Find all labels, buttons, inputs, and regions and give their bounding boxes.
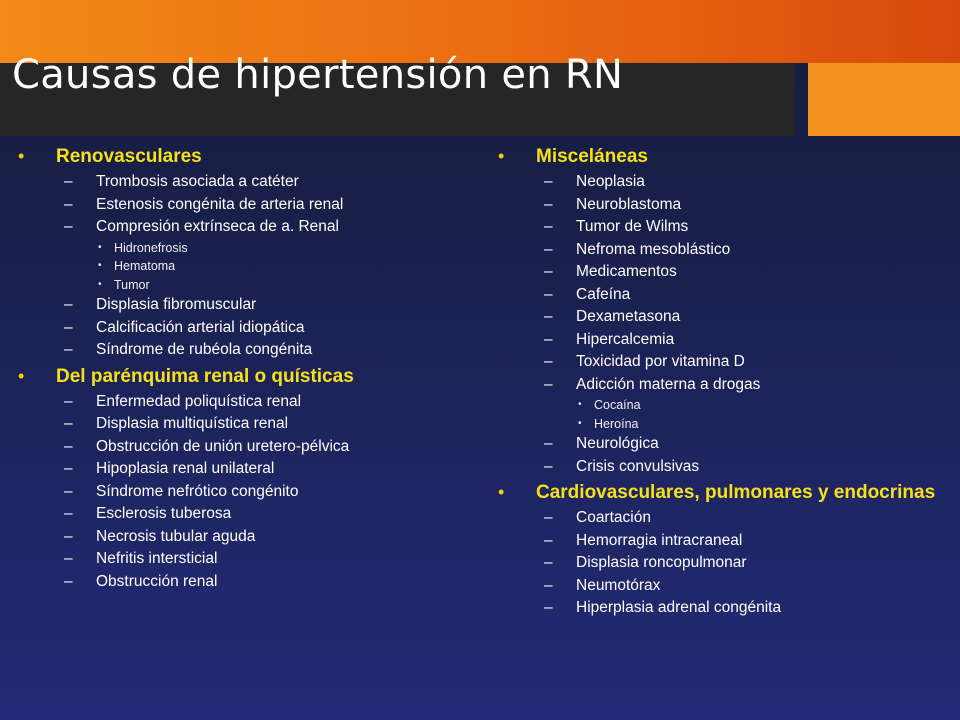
item-text: Adicción materna a drogas — [576, 375, 761, 393]
item-text: Síndrome nefrótico congénito — [96, 482, 299, 500]
dash-marker: – — [64, 550, 73, 567]
dash-marker: – — [544, 375, 553, 393]
list-item — [536, 374, 938, 397]
subitem-group — [536, 396, 938, 433]
list-item — [536, 552, 938, 575]
item-text: Toxicidad por vitamina D — [576, 353, 745, 370]
item-text: Calcificación arterial idiopática — [96, 318, 305, 336]
list-item — [56, 436, 458, 459]
subitem-text: Tumor — [114, 277, 150, 292]
list-item — [536, 306, 938, 329]
item-text: Hiperplasia adrenal congénita — [576, 599, 782, 616]
dash-marker: – — [64, 341, 73, 358]
dash-marker: – — [544, 457, 553, 475]
dash-marker: – — [544, 330, 553, 348]
list-item — [56, 194, 458, 217]
subitem-text: Hematoma — [114, 259, 176, 273]
item-text: Necrosis tubular aguda — [96, 527, 256, 545]
category-title: Renovasculares — [56, 146, 202, 167]
item-text: Neumotórax — [576, 576, 661, 594]
dash-marker: – — [64, 392, 73, 410]
dash-marker: – — [64, 505, 73, 522]
list-item — [536, 351, 938, 374]
list-item — [56, 481, 458, 504]
dash-marker: – — [64, 173, 73, 190]
subitem-list — [56, 239, 458, 295]
item-list — [536, 507, 938, 620]
list-item — [56, 391, 458, 414]
dash-marker: – — [64, 437, 73, 455]
dash-marker: – — [64, 296, 73, 313]
dash-marker: – — [64, 318, 73, 336]
bullet-dot-icon: • — [98, 278, 102, 290]
sub-list-item — [56, 257, 458, 276]
category-bullet: • — [498, 146, 505, 166]
bullet-dot-icon: • — [578, 417, 582, 429]
bullet-dot-icon: • — [98, 260, 102, 271]
list-item — [536, 284, 938, 307]
item-text: Dexametasona — [576, 308, 681, 325]
sub-list-item — [536, 415, 938, 434]
subitem-text: Hidronefrosis — [114, 240, 188, 255]
item-text: Obstrucción de unión uretero-pélvica — [96, 437, 350, 455]
sub-list-item — [56, 276, 458, 295]
list-item — [536, 530, 938, 553]
list-item — [536, 433, 938, 456]
item-text: Esclerosis tuberosa — [96, 505, 232, 522]
item-text: Displasia multiquística renal — [96, 415, 289, 432]
category-block — [18, 146, 458, 362]
item-text: Neuroblastoma — [576, 195, 682, 213]
list-item — [536, 507, 938, 530]
item-text: Neoplasia — [576, 173, 645, 190]
dash-marker: – — [64, 195, 73, 213]
list-item — [56, 458, 458, 481]
dash-marker: – — [544, 240, 553, 258]
bullet-dot-icon: • — [98, 241, 102, 253]
item-text: Neurológica — [576, 435, 659, 452]
dash-marker: – — [544, 531, 553, 549]
dash-marker: – — [544, 308, 553, 325]
dash-marker: – — [544, 263, 553, 280]
list-item — [56, 548, 458, 571]
item-text: Displasia roncopulmonar — [576, 554, 747, 571]
item-list — [536, 171, 938, 478]
sub-list-item — [536, 396, 938, 415]
item-text: Trombosis asociada a catéter — [96, 173, 299, 190]
list-item — [536, 171, 938, 194]
category-title: Cardiovasculares, pulmonares y endocrinas — [536, 482, 936, 503]
item-list — [56, 171, 458, 362]
list-item — [56, 171, 458, 194]
item-text: Cafeína — [576, 285, 631, 303]
dash-marker: – — [544, 218, 553, 235]
item-text: Coartación — [576, 509, 651, 526]
list-item — [536, 194, 938, 217]
dash-marker: – — [64, 482, 73, 500]
dash-marker: – — [64, 415, 73, 432]
dash-marker: – — [544, 173, 553, 190]
item-text: Hemorragia intracraneal — [576, 531, 743, 549]
dash-marker: – — [64, 572, 73, 590]
category-bullet: • — [18, 146, 25, 166]
slide-title: Causas de hipertensión en RN — [12, 52, 624, 98]
list-item — [56, 413, 458, 436]
dash-marker: – — [64, 527, 73, 545]
list-item — [56, 294, 458, 317]
item-text: Tumor de Wilms — [576, 218, 689, 235]
list-item — [536, 575, 938, 598]
dash-marker: – — [544, 554, 553, 571]
dash-marker: – — [544, 435, 553, 452]
bullet-dot-icon: • — [578, 399, 582, 410]
list-item — [56, 526, 458, 549]
list-item — [536, 216, 938, 239]
list-item — [56, 317, 458, 340]
subitem-text: Heroína — [594, 416, 639, 431]
dash-marker: – — [544, 285, 553, 303]
category-block — [18, 366, 458, 594]
list-item — [536, 597, 938, 620]
side-accent-block — [808, 63, 960, 136]
subitem-text: Cocaína — [594, 398, 641, 412]
category-bullet: • — [498, 482, 505, 502]
item-text: Hipercalcemia — [576, 330, 675, 348]
item-text: Hipoplasia renal unilateral — [96, 460, 275, 477]
sub-list-item — [56, 239, 458, 258]
list-item — [536, 329, 938, 352]
category-bullet: • — [18, 365, 25, 386]
item-text: Obstrucción renal — [96, 572, 218, 590]
dash-marker: – — [544, 599, 553, 616]
item-text: Estenosis congénita de arteria renal — [96, 195, 344, 213]
dash-marker: – — [544, 195, 553, 213]
subitem-group — [56, 239, 458, 295]
item-text: Crisis convulsivas — [576, 457, 700, 475]
right-column — [498, 146, 938, 624]
item-text: Nefritis intersticial — [96, 550, 218, 567]
item-text: Nefroma mesoblástico — [576, 240, 731, 258]
list-item — [536, 239, 938, 262]
subitem-list — [536, 396, 938, 433]
category-title: Misceláneas — [536, 146, 648, 167]
category-block — [498, 146, 938, 478]
item-text: Síndrome de rubéola congénita — [96, 341, 313, 358]
dash-marker: – — [64, 460, 73, 477]
dash-marker: – — [544, 509, 553, 526]
list-item — [536, 456, 938, 479]
list-item — [56, 216, 458, 239]
list-item — [56, 571, 458, 594]
item-text: Enfermedad poliquística renal — [96, 392, 302, 410]
item-list — [56, 391, 458, 594]
item-text: Displasia fibromuscular — [96, 296, 257, 313]
category-title: Del parénquima renal o quísticas — [56, 365, 354, 387]
left-column — [18, 146, 458, 597]
dash-marker: – — [64, 218, 73, 235]
dash-marker: – — [544, 576, 553, 594]
dash-marker: – — [544, 353, 553, 370]
item-text: Compresión extrínseca de a. Renal — [96, 218, 339, 235]
list-item — [536, 261, 938, 284]
list-item — [56, 339, 458, 362]
item-text: Medicamentos — [576, 263, 677, 280]
list-item — [56, 503, 458, 526]
category-block — [498, 482, 938, 620]
